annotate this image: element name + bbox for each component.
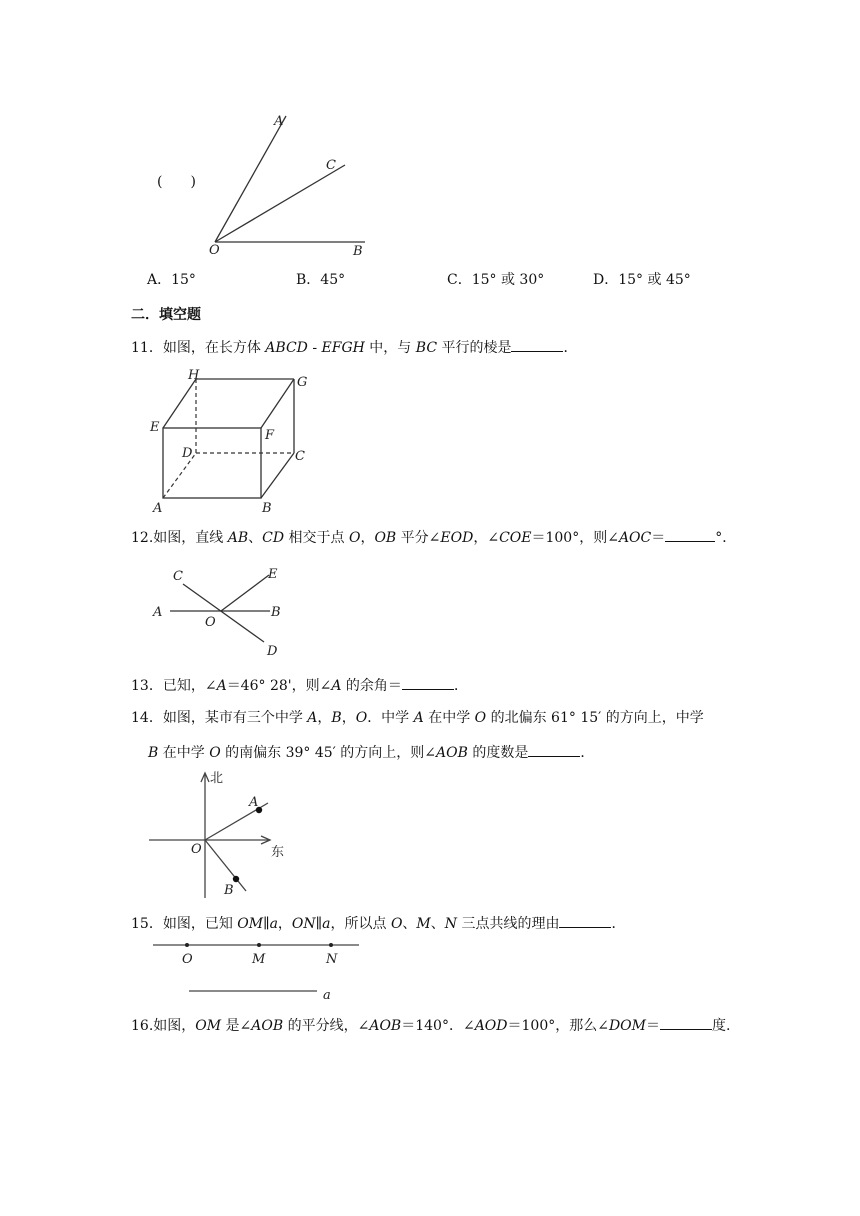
question-15: 15．如图，已知 OM∥a，ON∥a，所以点 O、M、N 三点共线的理由 ． (131, 913, 625, 934)
label-o: O (209, 243, 220, 258)
ray-oc (215, 165, 345, 242)
answer-paren: ( ) (157, 174, 196, 190)
answer-blank (511, 337, 563, 352)
answer-blank (559, 913, 611, 928)
answer-blank (660, 1015, 712, 1030)
svg-text:C: C (173, 569, 183, 584)
svg-text:M: M (252, 952, 266, 967)
collinear-figure (146, 938, 366, 1004)
svg-text:E: E (268, 567, 278, 582)
intersecting-lines-figure (146, 560, 296, 660)
svg-text:B: B (271, 605, 281, 620)
svg-text:E: E (150, 420, 160, 435)
question-12: 12.如图，直线 AB、CD 相交于点 O，OB 平分∠EOD，∠COE＝100°，则∠AOC＝ °． (131, 527, 736, 548)
question-11: 11．如图，在长方体 ABCD - EFGH 中，与 BC 平行的棱是 ． (131, 337, 577, 358)
svg-text:北: 北 (210, 771, 224, 786)
ray-oa (215, 116, 286, 242)
svg-text:B: B (262, 501, 272, 516)
label-c: C (326, 158, 336, 173)
svg-text:D: D (267, 644, 278, 659)
label-a: A (274, 114, 284, 129)
svg-text:A: A (249, 795, 259, 810)
svg-text:G: G (297, 375, 308, 390)
label-b: B (353, 244, 363, 259)
svg-text:B: B (224, 883, 234, 898)
cuboid-figure (144, 366, 314, 518)
svg-text:H: H (188, 368, 200, 383)
answer-blank (402, 675, 454, 690)
section-heading: 二．填空题 (131, 307, 201, 323)
question-16: 16.如图，OM 是∠AOB 的平分线，∠AOB＝140°．∠AOD＝100°，那么∠DOM＝ 度. (131, 1015, 730, 1036)
q10-angle-figure (200, 108, 370, 260)
svg-text:O: O (205, 615, 216, 630)
question-13: 13．已知，∠A＝46° 28'，则∠A 的余角＝ ． (131, 675, 468, 696)
answer-blank (528, 742, 580, 757)
svg-text:D: D (182, 446, 193, 461)
option-d: D．15° 或 45° (593, 272, 691, 288)
svg-text:N: N (326, 952, 338, 967)
svg-text:F: F (265, 428, 275, 443)
svg-text:a: a (323, 988, 331, 1003)
compass-figure (146, 766, 296, 904)
option-a: A．15° (147, 272, 196, 288)
svg-text:A: A (153, 501, 163, 516)
question-14-line1: 14．如图，某市有三个中学 A，B，O．中学 A 在中学 O 的北偏东 61° 15′ 的方向上，中学 (131, 710, 704, 726)
svg-text:O: O (182, 952, 193, 967)
option-c: C．15° 或 30° (447, 272, 545, 288)
question-14-line2: B 在中学 O 的南偏东 39° 45′ 的方向上，则∠AOB 的度数是 ． (148, 742, 594, 763)
answer-blank (665, 527, 715, 542)
svg-text:C: C (295, 449, 305, 464)
svg-text:A: A (153, 605, 163, 620)
svg-text:东: 东 (271, 845, 285, 860)
svg-text:O: O (191, 842, 202, 857)
option-b: B．45° (296, 272, 346, 288)
